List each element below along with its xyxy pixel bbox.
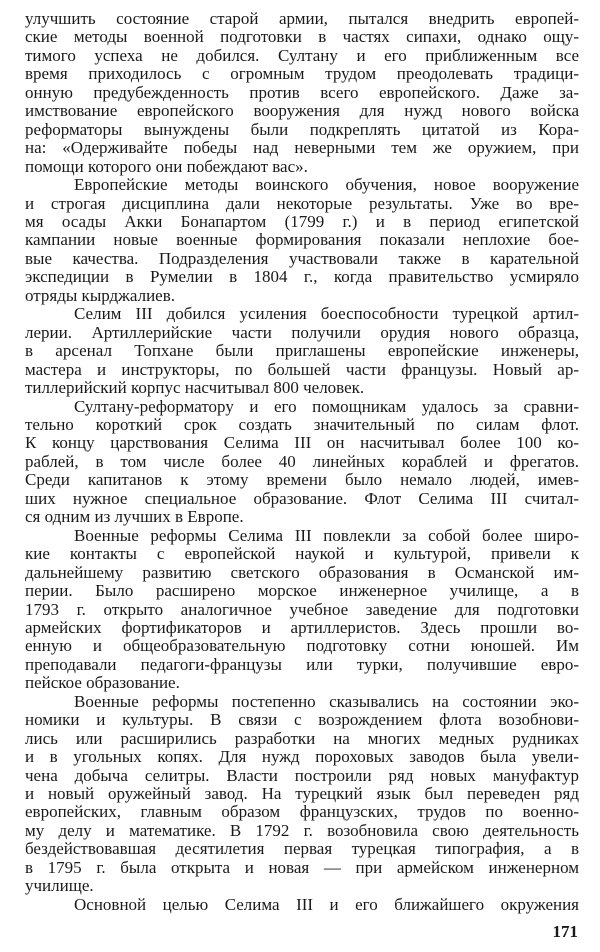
text-line: тельно короткий срок создать значительный по силам флот. <box>25 414 579 434</box>
paragraph <box>25 398 579 527</box>
text-line: бездействовавшая десятилетия первая турецкая типография, а в <box>25 839 579 859</box>
text-line: ские методы военной подготовки в частях сипахи, однако ощу- <box>25 27 579 47</box>
text-line: улучшить состояние старой армии, пытался внедрить европей- <box>25 9 579 28</box>
text-line: время приходилось с огромным трудом преодолевать традици- <box>25 64 579 84</box>
text-line: помощи которого они побеждают вас». <box>25 156 308 176</box>
paragraph <box>25 176 579 305</box>
paragraph <box>25 305 579 397</box>
page-number: 171 <box>552 922 578 941</box>
text-line: перии. Было расширено морское инженерное училище, а в <box>25 581 579 601</box>
text-line: отряды кырджалиев. <box>25 285 176 305</box>
text-line: тиллерийский корпус насчитывал 800 человек. <box>25 378 365 398</box>
text-line: в арсенал Топхане были приглашены европейские инженеры, <box>25 341 579 361</box>
text-line: ших нужное специальное образование. Флот Селима III считал- <box>25 488 579 508</box>
paragraph <box>25 10 579 176</box>
book-page-text <box>25 10 579 914</box>
text-line: и в угольных копях. Для нужд пороховых заводов была увели- <box>25 747 579 767</box>
text-line: К концу царствования Селима III он насчитывал более 100 ко- <box>25 433 579 453</box>
text-line: мастера и инструкторы, по большей части французы. Новый ар- <box>25 359 579 379</box>
text-line: дальнейшему развитию светского образования в Османской им- <box>25 562 579 582</box>
text-line: экспедиции в Румелии в 1804 г., когда правительство усмиряло <box>25 267 579 287</box>
text-line: кие контакты с европейской наукой и культурой, привели к <box>25 544 579 564</box>
text-line: Европейские методы воинского обучения, новое вооружение <box>74 175 579 195</box>
text-line: кампании новые военные формирования показали неплохие бое- <box>25 230 579 250</box>
text-line: енную и общеобразовательную подготовку сотни юношей. Им <box>25 636 579 656</box>
text-line: и новый оружейный завод. На турецкий язык был переведен ряд <box>25 784 579 804</box>
text-line: 1793 г. открыто аналогичное учебное заведение для подготовки <box>25 599 579 619</box>
paragraph <box>25 896 579 914</box>
text-line: на: «Одерживайте победы над неверными тем же оружием, при <box>25 138 579 158</box>
text-line: реформаторы вынуждены были подкреплять цитатой из Кора- <box>25 119 579 139</box>
text-line: чена добыча селитры. Власти построили ряд новых мануфактур <box>25 765 579 785</box>
text-line: имствование европейского вооружения для нужд нового войска <box>25 101 579 121</box>
text-line: Военные реформы Селима III повлекли за собой более широ- <box>74 525 579 545</box>
text-line: му делу и математике. В 1792 г. возобновила свою деятельность <box>25 820 579 840</box>
text-line: европейских, главным образом французских, трудов по военно- <box>25 802 579 822</box>
text-line: Основной целью Селима III и его ближайшего окружения <box>74 894 579 914</box>
paragraph <box>25 693 579 896</box>
text-line: лись или расширились разработки на многих медных рудниках <box>25 728 579 748</box>
text-line: училище. <box>25 876 94 896</box>
paragraph <box>25 527 579 693</box>
text-line: и строгая дисциплина дали некоторые результаты. Уже во вре- <box>25 193 579 213</box>
text-line: в 1795 г. была открыта и новая — при армейском инженерном <box>25 857 579 877</box>
text-line: вые качества. Подразделения участвовали также в карательной <box>25 248 579 268</box>
text-line: ся одним из лучших в Европе. <box>25 507 244 527</box>
text-line: Селим III добился усиления боеспособности турецкой артил- <box>74 304 579 324</box>
text-line: армейских фортификаторов и артиллеристов. Здесь прошли во- <box>25 617 579 637</box>
text-line: пейское образование. <box>25 673 180 693</box>
text-line: раблей, в том числе более 40 линейных кораблей и фрегатов. <box>25 451 579 471</box>
text-line: онную предубежденность против всего европейского. Даже за- <box>25 82 579 102</box>
text-line: мя осады Акки Бонапартом (1799 г.) и в период египетской <box>25 211 579 231</box>
text-line: преподавали педагоги-французы или турки, получившие евро- <box>25 654 579 674</box>
text-line: Султану-реформатору и его помощникам удалось за сравни- <box>74 396 579 416</box>
text-line: Среди капитанов к этому времени было немало людей, имев- <box>25 470 579 490</box>
text-line: лерии. Артиллерийские части получили орудия нового образца, <box>25 322 579 342</box>
text-line: Военные реформы постепенно сказывались на состоянии эко- <box>74 691 579 711</box>
text-line: тимого успеха не добился. Султану и его приближенным все <box>25 45 579 65</box>
text-line: номики и культуры. В связи с возрождением флота возобнови- <box>25 710 579 730</box>
